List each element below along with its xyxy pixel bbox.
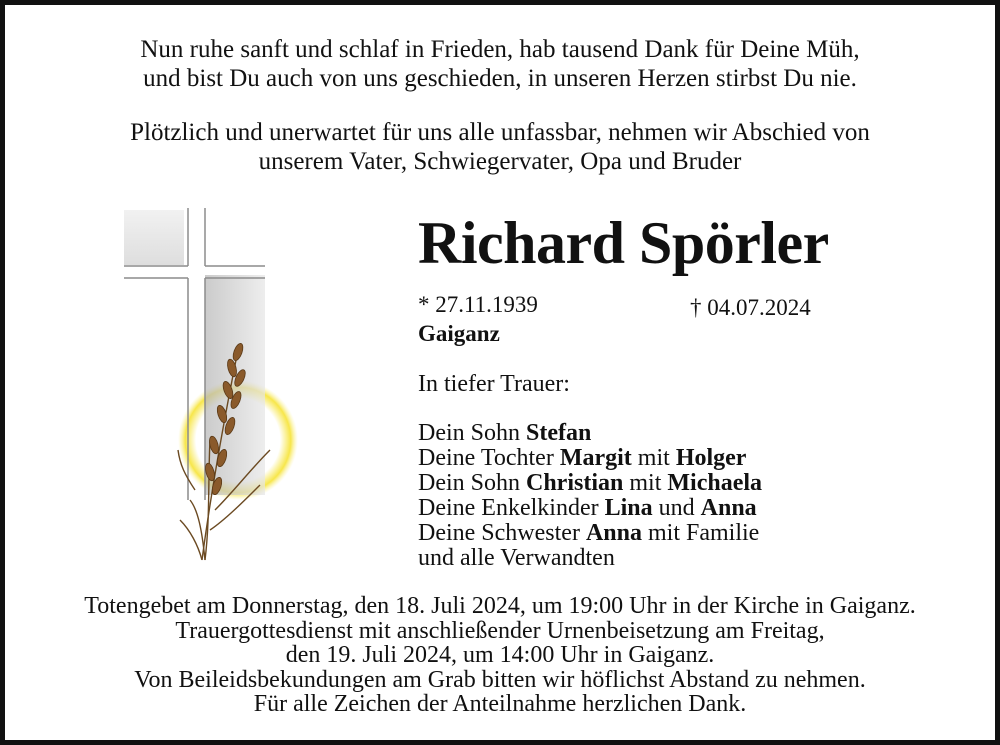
intro-text [0,118,1000,176]
mourner-line [418,471,762,496]
mourner-text: Deine Tochter [418,445,560,471]
funeral-line: Trauergottesdienst mit anschließender Urnenbeisetzung am Freitag, [175,617,825,644]
deceased-name: Richard Spörler [418,210,829,276]
mourning-heading: In tiefer Trauer: [418,371,570,397]
mourners-list [418,421,762,571]
mourner-text: und alle Verwandten [418,545,615,571]
intro-line: unserem Vater, Schwiegervater, Opa und Bruder [258,148,742,175]
mourner-name: Anna [700,495,757,521]
intro-line: Plötzlich und unerwartet für uns alle unfassbar, nehmen wir Abschied von [130,119,870,146]
mourner-text: und [652,495,701,521]
mourner-line [418,446,762,471]
mourner-name: Margit [559,445,632,471]
mourner-name: Holger [675,445,747,471]
mourner-text: mit Familie [641,520,760,546]
mourner-line [418,496,762,521]
mourner-name: Lina [604,495,653,521]
mourner-line [418,546,762,571]
verse-line: Nun ruhe sanft und schlaf in Frieden, hab tausend Dank für Deine Müh, [140,36,860,63]
birth-date: * 27.11.1939 [418,292,538,317]
mourner-text: Deine Schwester [418,520,586,546]
mourner-name: Stefan [526,420,592,446]
mourner-text: mit [631,445,676,471]
verse-line: und bist Du auch von uns geschieden, in unseren Herzen stirbst Du nie. [143,65,857,92]
mourner-line [418,421,762,446]
cross-shadow [124,210,184,265]
mourner-text: Deine Enkelkinder [418,495,605,521]
home-place: Gaiganz [418,321,500,346]
mourner-text: Dein Sohn [418,420,526,446]
mourner-text: mit [623,470,668,496]
mourner-name: Anna [585,520,642,546]
cross-wheat-illustration [110,200,320,570]
death-date: † 04.07.2024 [690,295,811,320]
mourner-name: Michaela [667,470,763,496]
funeral-line: den 19. Juli 2024, um 14:00 Uhr in Gaiganz. [285,642,715,668]
funeral-line: Von Beileidsbekundungen am Grab bitten wir höflichst Abstand zu nehmen. [134,666,866,693]
funeral-line: Totengebet am Donnerstag, den 18. Juli 2024, um 19:00 Uhr in der Kirche in Gaiganz. [84,593,916,619]
verse [0,35,1000,93]
mourner-name: Christian [526,470,624,496]
funeral-info [0,594,1000,717]
funeral-line: Für alle Zeichen der Anteilnahme herzlichen Dank. [253,691,747,717]
mourner-text: Dein Sohn [418,470,526,496]
mourner-line [418,521,762,546]
